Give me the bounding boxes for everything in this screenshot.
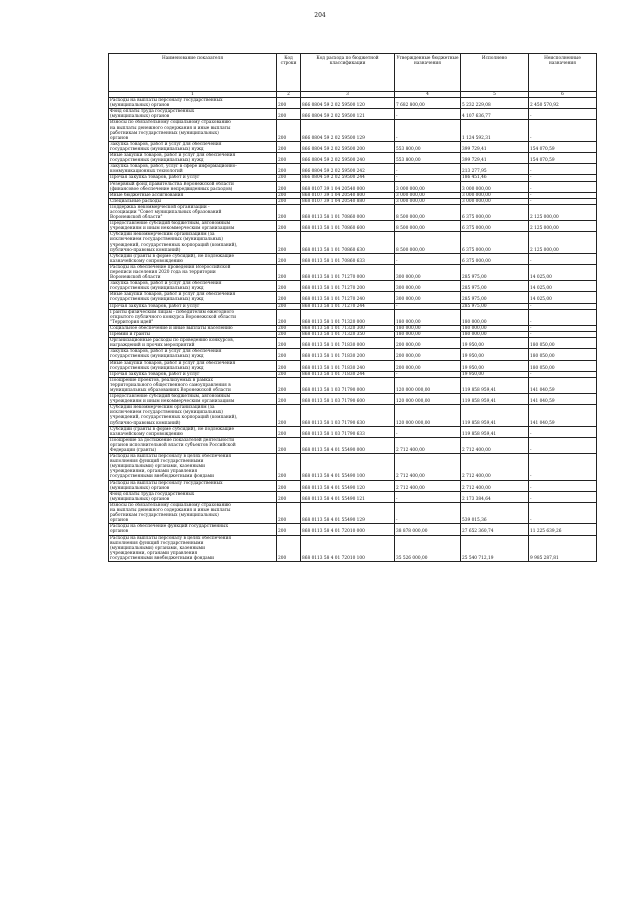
page-number: 204 (314, 12, 326, 19)
row-line-code: 200 (277, 181, 301, 192)
table-row (109, 264, 597, 280)
column-number: 5 (461, 92, 529, 98)
row-unexecuted: - (529, 325, 597, 331)
row-approved: 200 000,00 (395, 349, 461, 360)
row-unexecuted: - (529, 192, 597, 198)
row-approved: 553 800,00 (395, 153, 461, 164)
row-executed: 2 712 400,00 (461, 480, 529, 491)
row-line-code: 200 (277, 264, 301, 280)
table-row (109, 405, 597, 426)
table-body (109, 98, 597, 562)
row-unexecuted: - (529, 371, 597, 377)
row-name: Прочая закупка товаров, работ и услуг (109, 175, 277, 181)
row-budget-code: 868 0113 58 1 01 70860 633 (301, 253, 395, 264)
row-unexecuted: - (529, 181, 597, 192)
row-budget-code: 866 0804 59 2 02 59500 240 (301, 153, 395, 164)
row-line-code: 200 (277, 198, 301, 204)
row-approved: 35 526 000,00 (395, 535, 461, 561)
row-line-code: 200 (277, 332, 301, 338)
table-row (109, 360, 597, 371)
row-unexecuted: 2 125 000,00 (529, 232, 597, 253)
row-approved: 2 712 400,00 (395, 454, 461, 480)
header-budget-code: Код расхода по бюджетной классификации (301, 54, 395, 92)
row-budget-code: 868 0113 58 1 01 71270 200 (301, 281, 395, 292)
row-budget-code: 866 0804 59 2 02 59500 129 (301, 120, 395, 141)
row-unexecuted: 154 070,59 (529, 141, 597, 152)
table-row (109, 253, 597, 264)
row-name: Иные закупки товаров, работ и услуг для обеспечения государственных (муниципальных) нужд (109, 153, 277, 164)
row-name: Предоставление субсидий бюджетным, автономным учреждениям и иным некоммерческим организациям (109, 221, 277, 232)
row-budget-code: 866 0804 59 2 02 59500 244 (301, 175, 395, 181)
row-line-code: 200 (277, 164, 301, 175)
table-row (109, 141, 597, 152)
row-line-code: 200 (277, 303, 301, 309)
row-budget-code: 868 0113 58 4 01 55490 100 (301, 454, 395, 480)
row-approved: 300 000,00 (395, 264, 461, 280)
row-name: Специальные расходы (109, 198, 277, 204)
row-budget-code: 868 0113 58 1 01 70860 630 (301, 232, 395, 253)
row-line-code: 200 (277, 325, 301, 331)
table-row (109, 281, 597, 292)
row-name: Субсидии некоммерческим организациям (за исключением государственных (муниципальных) учреждений, государственных корпораций (компаний), публично-правовых компаний) (109, 232, 277, 253)
column-number: 6 (529, 92, 597, 98)
row-budget-code: 868 0113 58 1 03 71790 000 (301, 377, 395, 393)
row-name: Иные закупки товаров, работ и услуг для обеспечения государственных (муниципальных) нужд (109, 360, 277, 371)
row-executed: 2 712 400,00 (461, 454, 529, 480)
row-unexecuted: - (529, 120, 597, 141)
row-approved: 8 500 000,00 (395, 221, 461, 232)
table-row (109, 232, 597, 253)
row-approved: 120 000 000,00 (395, 405, 461, 426)
row-approved: 2 712 400,00 (395, 437, 461, 453)
table-row (109, 204, 597, 220)
row-budget-code: 868 0113 58 4 01 72010 100 (301, 535, 395, 561)
row-executed: 285 975,00 (461, 281, 529, 292)
table-row (109, 120, 597, 141)
row-budget-code: 868 0113 58 1 01 71830 240 (301, 360, 395, 371)
row-budget-code: 868 0113 58 1 03 71790 600 (301, 394, 395, 405)
column-number: 4 (395, 92, 461, 98)
row-unexecuted: 141 040,59 (529, 377, 597, 393)
row-approved: - (395, 253, 461, 264)
row-unexecuted: - (529, 480, 597, 491)
table-row (109, 535, 597, 561)
row-unexecuted: - (529, 454, 597, 480)
table-row (109, 349, 597, 360)
row-executed: 3 000 000,00 (461, 198, 529, 204)
header-executed: Исполнено (461, 54, 529, 92)
table-row (109, 338, 597, 349)
row-unexecuted: 11 225 639,26 (529, 524, 597, 535)
row-line-code: 200 (277, 480, 301, 491)
row-line-code: 200 (277, 491, 301, 502)
row-executed: 2 712 400,00 (461, 437, 529, 453)
row-name: Субсидии некоммерческим организациям (за исключением государственных (муниципальных) учреждений, государственных корпораций (компаний), публично-правовых компаний) (109, 405, 277, 426)
row-approved: - (395, 120, 461, 141)
row-name: Закупка товаров, работ, услуг в сфере информационно- коммуникационных технологий (109, 164, 277, 175)
row-approved: 200 000,00 (395, 360, 461, 371)
row-executed: 5 232 229,08 (461, 98, 529, 109)
row-unexecuted: 14 025,00 (529, 264, 597, 280)
row-unexecuted: - (529, 491, 597, 502)
row-unexecuted: - (529, 502, 597, 523)
row-executed: 285 975,00 (461, 292, 529, 303)
row-executed: 1 124 592,31 (461, 120, 529, 141)
row-executed: 3 000 000,00 (461, 181, 529, 192)
row-name: Организационные расходы по проведению конкурсов, награждений и прочих мероприятий (109, 338, 277, 349)
row-approved: 8 500 000,00 (395, 232, 461, 253)
row-line-code: 200 (277, 405, 301, 426)
row-approved: 180 000,00 (395, 309, 461, 325)
row-name: Иные бюджетные ассигнования (109, 192, 277, 198)
table-row (109, 153, 597, 164)
row-budget-code: 868 0113 58 1 01 71830 244 (301, 371, 395, 377)
row-executed: 27 652 360,74 (461, 524, 529, 535)
row-budget-code: 868 0107 39 1 04 20540 880 (301, 198, 395, 204)
row-budget-code: 868 0113 58 4 01 55490 121 (301, 491, 395, 502)
row-name: Закупка товаров, работ и услуг для обеспечения государственных (муниципальных) нужд (109, 141, 277, 152)
row-name: Расходы на обеспечение проведения Всероссийской переписи населения 2020 года на территории Воронежской области (109, 264, 277, 280)
row-approved: - (395, 491, 461, 502)
row-unexecuted: 180 050,00 (529, 349, 597, 360)
row-approved: 180 000,00 (395, 332, 461, 338)
row-name: Взносы по обязательному социальному страхованию на выплаты денежного содержания и иные выплаты работникам государственных (муниципальных) органов (109, 502, 277, 523)
row-budget-code: 868 0113 58 1 01 71320 000 (301, 309, 395, 325)
row-approved: - (395, 303, 461, 309)
table-row (109, 502, 597, 523)
row-budget-code: 866 0804 59 2 02 59500 242 (301, 164, 395, 175)
row-name: Расходы на обеспечение функций государственных органов (109, 524, 277, 535)
row-name: Прочая закупка товаров, работ и услуг (109, 303, 277, 309)
table-header-row (109, 54, 597, 92)
row-approved: - (395, 164, 461, 175)
row-executed: 186 451,46 (461, 175, 529, 181)
row-name: Предоставление субсидий бюджетным, автономным учреждениям и иным некоммерческим организациям (109, 394, 277, 405)
table-row (109, 109, 597, 120)
table-row (109, 454, 597, 480)
row-approved: 553 800,00 (395, 141, 461, 152)
row-line-code: 200 (277, 377, 301, 393)
row-approved: 8 500 000,00 (395, 204, 461, 220)
header-approved: Утвержденные бюджетные назначения (395, 54, 461, 92)
row-executed: 119 858 959,41 (461, 394, 529, 405)
row-executed: 19 950,00 (461, 371, 529, 377)
row-budget-code: 868 0107 39 1 04 20540 800 (301, 192, 395, 198)
row-approved: 120 000 000,00 (395, 377, 461, 393)
row-executed: 6 375 000,00 (461, 253, 529, 264)
row-unexecuted: 2 125 000,00 (529, 204, 597, 220)
row-executed: 399 729,41 (461, 153, 529, 164)
row-name: Субсидии (гранты в форме субсидий), не подлежащие казначейскому сопровождению (109, 426, 277, 437)
row-approved: 7 682 800,00 (395, 98, 461, 109)
row-line-code: 200 (277, 426, 301, 437)
row-unexecuted: 180 050,00 (529, 338, 597, 349)
row-name: Премии и гранты (109, 332, 277, 338)
row-line-code: 200 (277, 338, 301, 349)
column-number: 1 (109, 92, 277, 98)
row-name: Закупка товаров, работ и услуг для обеспечения государственных (муниципальных) нужд (109, 281, 277, 292)
row-executed: 3 000 000,00 (461, 192, 529, 198)
row-executed: 2 173 384,64 (461, 491, 529, 502)
row-executed: 19 950,00 (461, 349, 529, 360)
row-approved: - (395, 371, 461, 377)
row-name: Закупка товаров, работ и услуг для обеспечения государственных (муниципальных) нужд (109, 349, 277, 360)
row-line-code: 200 (277, 175, 301, 181)
row-budget-code: 868 0113 58 1 01 71270 244 (301, 303, 395, 309)
row-approved: 3 000 000,00 (395, 198, 461, 204)
row-executed: 285 975,00 (461, 303, 529, 309)
row-line-code: 200 (277, 141, 301, 152)
row-approved: 120 000 000,00 (395, 394, 461, 405)
row-line-code: 200 (277, 437, 301, 453)
header-line-code: Код строки (277, 54, 301, 92)
row-unexecuted: - (529, 426, 597, 437)
row-executed: 19 950,00 (461, 338, 529, 349)
row-unexecuted: 9 985 287,81 (529, 535, 597, 561)
row-line-code: 200 (277, 394, 301, 405)
row-executed: 119 858 959,41 (461, 405, 529, 426)
row-budget-code: 868 0113 58 1 01 71320 350 (301, 332, 395, 338)
row-budget-code: 868 0107 39 1 04 20540 000 (301, 181, 395, 192)
row-unexecuted: - (529, 109, 597, 120)
row-unexecuted: - (529, 332, 597, 338)
row-executed: 4 107 636,77 (461, 109, 529, 120)
row-name: Поощрение проектов, реализуемых в рамках территориального общественного самоуправления в муниципальных образованиях Воронежской области (109, 377, 277, 393)
row-budget-code: 866 0804 59 2 02 59500 120 (301, 98, 395, 109)
row-line-code: 200 (277, 232, 301, 253)
row-approved: 180 000,00 (395, 325, 461, 331)
row-budget-code: 868 0113 58 1 01 70860 600 (301, 221, 395, 232)
row-executed: 6 375 000,00 (461, 232, 529, 253)
row-approved: 3 000 000,00 (395, 192, 461, 198)
row-unexecuted: 2 450 570,92 (529, 98, 597, 109)
row-unexecuted: - (529, 309, 597, 325)
row-approved: 200 000,00 (395, 338, 461, 349)
row-budget-code: 866 0804 59 2 02 59500 121 (301, 109, 395, 120)
row-executed: 213 277,95 (461, 164, 529, 175)
row-approved: 2 712 400,00 (395, 480, 461, 491)
row-name: Расходы на выплаты персоналу в целях обеспечения выполнения функций государственными (муниципальными) органами, казенными учреждениями, органами управления государственными внебюджетными фондами (109, 535, 277, 561)
row-budget-code: 868 0113 58 1 03 71790 630 (301, 405, 395, 426)
row-approved: - (395, 426, 461, 437)
row-name: Расходы на выплаты персоналу государственных (муниципальных) органов (109, 98, 277, 109)
row-unexecuted: - (529, 437, 597, 453)
row-unexecuted: 141 040,59 (529, 405, 597, 426)
row-name: Прочая закупка товаров, работ и услуг (109, 371, 277, 377)
row-budget-code: 868 0113 58 4 01 72010 000 (301, 524, 395, 535)
table-row (109, 292, 597, 303)
row-budget-code: 868 0113 58 1 01 71270 240 (301, 292, 395, 303)
table-row (109, 491, 597, 502)
row-budget-code: 868 0113 58 1 01 71320 300 (301, 325, 395, 331)
row-unexecuted: 14 025,00 (529, 281, 597, 292)
row-line-code: 200 (277, 192, 301, 198)
table-row (109, 98, 597, 109)
row-unexecuted: 154 070,59 (529, 153, 597, 164)
row-line-code: 200 (277, 109, 301, 120)
row-line-code: 200 (277, 360, 301, 371)
row-unexecuted: - (529, 175, 597, 181)
row-name: Поддержка некоммерческой организации - ассоциации "Совет муниципальных образований Воронежской области" (109, 204, 277, 220)
table-row (109, 164, 597, 175)
row-name: Субсидии (гранты в форме субсидий), не подлежащие казначейскому сопровождению (109, 253, 277, 264)
row-name: Фонд оплаты труда государственных (муниципальных) органов (109, 491, 277, 502)
row-name: Расходы на выплаты персоналу государственных (муниципальных) органов (109, 480, 277, 491)
row-name: Взносы по обязательному социальному страхованию на выплаты денежного содержания и иные выплаты работникам государственных (муниципальных) органов (109, 120, 277, 141)
column-number: 2 (277, 92, 301, 98)
row-approved: 38 878 000,00 (395, 524, 461, 535)
row-line-code: 200 (277, 502, 301, 523)
table-row (109, 437, 597, 453)
row-executed: 19 950,00 (461, 360, 529, 371)
row-unexecuted: 141 040,59 (529, 394, 597, 405)
row-line-code: 200 (277, 524, 301, 535)
row-budget-code: 868 0113 58 4 01 55490 129 (301, 502, 395, 523)
row-name: Социальное обеспечение и иные выплаты населению (109, 325, 277, 331)
row-executed: 180 000,00 (461, 325, 529, 331)
row-name: Гранты физическим лицам - победителям ежегодного открытого публичного конкурса Воронежской области "Территория идей" (109, 309, 277, 325)
row-unexecuted: 2 125 000,00 (529, 221, 597, 232)
row-line-code: 200 (277, 221, 301, 232)
row-budget-code: 866 0804 59 2 02 59500 200 (301, 141, 395, 152)
row-executed: 539 015,36 (461, 502, 529, 523)
row-executed: 119 858 959,41 (461, 426, 529, 437)
row-line-code: 200 (277, 535, 301, 561)
row-executed: 25 540 712,19 (461, 535, 529, 561)
table-row (109, 309, 597, 325)
row-budget-code: 868 0113 58 1 01 71830 000 (301, 338, 395, 349)
table-row (109, 394, 597, 405)
row-unexecuted: - (529, 198, 597, 204)
row-line-code: 200 (277, 153, 301, 164)
row-unexecuted: 180 050,00 (529, 360, 597, 371)
row-line-code: 200 (277, 120, 301, 141)
row-budget-code: 868 0113 58 1 03 71790 633 (301, 426, 395, 437)
table-row (109, 377, 597, 393)
row-budget-code: 868 0113 58 1 01 71830 200 (301, 349, 395, 360)
row-unexecuted: - (529, 164, 597, 175)
table-row (109, 181, 597, 192)
header-unexecuted: Неисполненные назначения (529, 54, 597, 92)
row-executed: 399 729,41 (461, 141, 529, 152)
row-line-code: 200 (277, 454, 301, 480)
row-approved: - (395, 175, 461, 181)
row-approved: - (395, 502, 461, 523)
row-line-code: 200 (277, 98, 301, 109)
row-line-code: 200 (277, 253, 301, 264)
budget-execution-table (108, 53, 597, 562)
row-line-code: 200 (277, 349, 301, 360)
row-name: Расходы на выплаты персоналу в целях обеспечения выполнения функций государственными (муниципальными) органами, казенными учреждениями, органами управления государственными внебюджетными фондами (109, 454, 277, 480)
row-approved: - (395, 109, 461, 120)
row-executed: 285 975,00 (461, 264, 529, 280)
row-unexecuted: - (529, 303, 597, 309)
row-line-code: 200 (277, 309, 301, 325)
row-approved: 3 000 000,00 (395, 181, 461, 192)
row-executed: 6 375 000,00 (461, 204, 529, 220)
row-unexecuted: - (529, 253, 597, 264)
row-line-code: 200 (277, 204, 301, 220)
row-approved: 300 000,00 (395, 281, 461, 292)
row-budget-code: 868 0113 58 4 01 55490 120 (301, 480, 395, 491)
header-name: Наименование показателя (109, 54, 277, 92)
row-budget-code: 868 0113 58 1 01 71270 000 (301, 264, 395, 280)
row-executed: 180 000,00 (461, 309, 529, 325)
row-executed: 6 375 000,00 (461, 221, 529, 232)
table-row (109, 426, 597, 437)
row-name: Фонд оплаты труда государственных (муниципальных) органов (109, 109, 277, 120)
table-row (109, 524, 597, 535)
row-line-code: 200 (277, 292, 301, 303)
row-unexecuted: 14 025,00 (529, 292, 597, 303)
row-approved: 300 000,00 (395, 292, 461, 303)
row-executed: 119 858 959,41 (461, 377, 529, 393)
row-budget-code: 868 0113 58 1 01 70860 000 (301, 204, 395, 220)
table-row (109, 221, 597, 232)
row-line-code: 200 (277, 281, 301, 292)
row-name: Резервный фонд правительства Воронежской области (финансовое обеспечение непредвиденных расходов) (109, 181, 277, 192)
row-name: Поощрение за достижение показателей деятельности органов исполнительной власти субъектов Российской Федерации (гранты) (109, 437, 277, 453)
row-line-code: 200 (277, 371, 301, 377)
row-budget-code: 868 0113 58 4 01 55490 000 (301, 437, 395, 453)
table-row (109, 480, 597, 491)
row-executed: 180 000,00 (461, 332, 529, 338)
row-name: Иные закупки товаров, работ и услуг для обеспечения государственных (муниципальных) нужд (109, 292, 277, 303)
column-number: 3 (301, 92, 395, 98)
